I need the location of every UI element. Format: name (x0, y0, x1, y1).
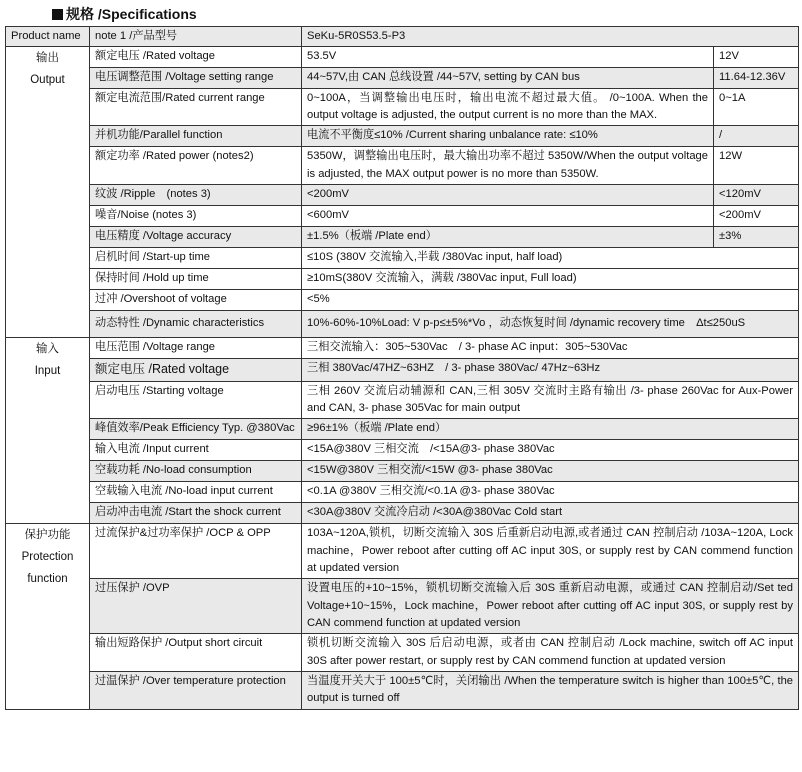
value-cell: ≥10mS(380V 交流输入，满载 /380Vac input, Full load) (302, 269, 799, 290)
table-row (6, 419, 799, 440)
group-output (6, 47, 90, 338)
param-cell: 电压调整范围 /Voltage setting range (90, 68, 302, 88)
param-cell: 过压保护 /OVP (90, 579, 302, 634)
value-cell: <200mV (302, 185, 714, 206)
aux-cell: 0~1A (714, 88, 799, 126)
specifications-table (5, 26, 799, 710)
param-cell: 电压范围 /Voltage range (90, 338, 302, 359)
group-input (6, 338, 90, 524)
value-cell: ≤10S (380V 交流输入,半载 /380Vac input, half load) (302, 248, 799, 269)
param-cell: 额定电压 /Rated voltage (90, 359, 302, 381)
value-cell: <0.1A @380V 三相交流/<0.1A @3- phase 380Vac (302, 482, 799, 503)
value-cell: 三相交流输入：305~530Vac / 3- phase AC input：305~530Vac (302, 338, 799, 359)
param-cell: 额定电流范围/Rated current range (90, 88, 302, 126)
value-cell: 53.5V (302, 47, 714, 68)
value-cell: 三相 380Vac/47HZ~63HZ / 3- phase 380Vac/ 47Hz~63Hz (302, 359, 799, 381)
param-cell: 额定功率 /Rated power (notes2) (90, 147, 302, 185)
table-row (6, 381, 799, 419)
table-row (6, 359, 799, 381)
value-cell: ≥96±1%（板端 /Plate end） (302, 419, 799, 440)
group-output-cn: 输出 (36, 52, 59, 65)
param-cell: 启机时间 /Start-up time (90, 248, 302, 269)
table-row (6, 440, 799, 461)
value-cell: 10%-60%-10%Load: V p-p≤±5%*Vo ，动态恢复时间 /dynamic recovery time Δt≤250uS (302, 311, 799, 338)
param-cell: 空载功耗 /No-load consumption (90, 461, 302, 482)
header-product-name: Product name (6, 27, 90, 47)
aux-cell: 11.64-12.36V (714, 68, 799, 88)
aux-cell: 12V (714, 47, 799, 68)
aux-cell: / (714, 126, 799, 147)
param-cell: 输入电流 /Input current (90, 440, 302, 461)
table-row (6, 338, 799, 359)
table-row (6, 88, 799, 126)
aux-cell: 12W (714, 147, 799, 185)
value-cell: ±1.5%（板端 /Plate end） (302, 227, 714, 248)
param-cell: 启动冲击电流 /Start the shock current (90, 503, 302, 524)
value-cell: <5% (302, 290, 799, 311)
group-input-cn: 输入 (36, 343, 59, 356)
param-cell: 噪音/Noise (notes 3) (90, 206, 302, 227)
group-input-en: Input (34, 365, 61, 377)
group-protection (6, 524, 90, 710)
value-cell: <15W@380V 三相交流/<15W @3- phase 380Vac (302, 461, 799, 482)
group-protection-en2: function (27, 572, 68, 585)
param-cell: 保持时间 /Hold up time (90, 269, 302, 290)
value-cell: <30A@380V 交流冷启动 /<30A@380Vac Cold start (302, 503, 799, 524)
table-row (6, 68, 799, 88)
param-cell: 纹波 /Ripple (notes 3) (90, 185, 302, 206)
value-cell: 锁机切断交流输入 30S 后启动电源，或者由 CAN 控制启动 /Lock machine, switch off AC input 30S after power restart, or supply rest by CAN commend function at updated version (302, 634, 799, 672)
group-protection-en1: Protection (21, 551, 74, 564)
table-row (6, 634, 799, 672)
heading-text: 规格 /Specifications (66, 6, 197, 22)
table-row (6, 524, 799, 579)
param-cell: 过温保护 /Over temperature protection (90, 672, 302, 710)
value-cell: <15A@380V 三相交流 /<15A@3- phase 380Vac (302, 440, 799, 461)
table-row (6, 147, 799, 185)
page-heading (52, 4, 197, 24)
header-model-label: note 1 /产品型号 (90, 27, 302, 47)
table-row (6, 227, 799, 248)
value-cell: <600mV (302, 206, 714, 227)
param-cell: 启动电压 /Starting voltage (90, 381, 302, 419)
value-cell: 0~100A，当调整输出电压时，输出电流不超过最大值。 /0~100A. When the output voltage is adjusted, the output current is no more than the MAX. (302, 88, 714, 126)
param-cell: 电压精度 /Voltage accuracy (90, 227, 302, 248)
param-cell: 空载输入电流 /No-load input current (90, 482, 302, 503)
group-output-en: Output (30, 74, 65, 87)
table-row (6, 482, 799, 503)
table-header-row (6, 27, 799, 47)
value-cell: 103A~120A,锁机，切断交流输入 30S 后重新启动电源,或者通过 CAN 控制启动 /103A~120A, Lock machine，Power reboot after cutting off AC input 30S, or supply rest by CAN commend function at updated version (302, 524, 799, 579)
table-row (6, 248, 799, 269)
square-bullet-icon (52, 9, 63, 20)
table-row (6, 672, 799, 710)
table-row (6, 185, 799, 206)
value-cell: 44~57V,由 CAN 总线设置 /44~57V, setting by CAN bus (302, 68, 714, 88)
aux-cell: <200mV (714, 206, 799, 227)
table-row (6, 579, 799, 634)
value-cell: 设置电压的+10~15%，锁机切断交流输入后 30S 重新启动电源，或通过 CAN 控制启动/Set ted Voltage+10~15%，Lock machine，Power reboot after cutting off AC input 30S, or supply rest by CAN commend function at updated version (302, 579, 799, 634)
table-row (6, 206, 799, 227)
param-cell: 并机功能/Parallel function (90, 126, 302, 147)
param-cell: 峰值效率/Peak Efficiency Typ. @380Vac (90, 419, 302, 440)
table-row (6, 290, 799, 311)
table-row (6, 461, 799, 482)
value-cell: 电流不平衡度≤10% /Current sharing unbalance rate: ≤10% (302, 126, 714, 147)
param-cell: 额定电压 /Rated voltage (90, 47, 302, 68)
value-cell: 三相 260V 交流启动辅源和 CAN,三相 305V 交流时主路有输出 /3- phase 260Vac for Aux-Power and CAN, 3- phase 305Vac for main output (302, 381, 799, 419)
value-cell: 5350W，调整输出电压时，最大输出功率不超过 5350W/When the output voltage is adjusted, the MAX output power is no more than 5350W. (302, 147, 714, 185)
param-cell: 输出短路保护 /Output short circuit (90, 634, 302, 672)
param-cell: 动态特性 /Dynamic characteristics (90, 311, 302, 338)
table-row (6, 126, 799, 147)
header-model-value: SeKu-5R0S53.5-P3 (302, 27, 799, 47)
table-row (6, 503, 799, 524)
aux-cell: ±3% (714, 227, 799, 248)
table-row (6, 47, 799, 68)
value-cell: 当温度开关大于 100±5℃时，关闭输出 /When the temperature switch is higher than 100±5℃, the output is turned off (302, 672, 799, 710)
param-cell: 过冲 /Overshoot of voltage (90, 290, 302, 311)
param-cell: 过流保护&过功率保护 /OCP & OPP (90, 524, 302, 579)
aux-cell: <120mV (714, 185, 799, 206)
table-row (6, 269, 799, 290)
group-protection-cn: 保护功能 (24, 529, 71, 542)
table-row (6, 311, 799, 338)
